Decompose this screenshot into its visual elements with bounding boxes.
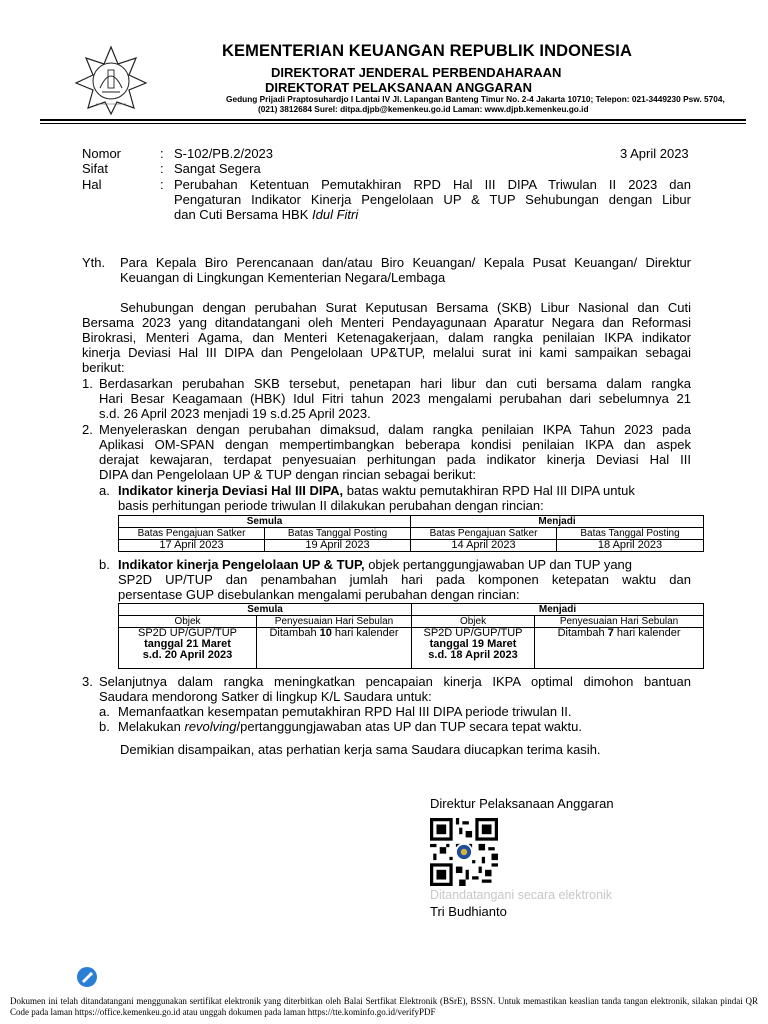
footer-disclaimer: Dokumen ini telah ditandatangani menggunakan sertifikat elektronik yang diterbitkan oleh Balai Sertfikat Elektronik (BSrE), BSSN. Untuk memastikan keaslian tanda tangan elektronik, silakan pindai QR Code pada laman https://office.kemenkeu.go.id atau unggah dokumen pada laman https://tte.kominfo.go.id/verifyPDF (10, 996, 758, 1017)
point-3-line-1: Selanjutnya dalam rangka meningkatkan pencapaian kinerja IKPA optimal dimohon bantuan (99, 674, 691, 689)
directorate-name: DIREKTORAT PELAKSANAAN ANGGARAN (265, 80, 532, 95)
addressee-label: Yth. (82, 255, 106, 270)
point-2-line-4: DIPA dan Pengelolaan UP & TUP dengan rincian sebagai berikut: (99, 467, 477, 482)
table-b-cell-menjadi-objek: SP2D UP/GUP/TUP tanggal 19 Maret s.d. 18 April 2023 (412, 628, 535, 669)
table-a-col-3: Batas Pengajuan Satker (411, 528, 557, 540)
intro-line-1: Sehubungan dengan perubahan Surat Keputusan Bersama (SKB) Libur Nasional dan Cuti (120, 300, 691, 315)
sub-b-line-2: SP2D UP/TUP dan penambahan jumlah hari pada komponen ketepatan waktu dan (118, 572, 691, 587)
sub-3a-text: Memanfaatkan kesempatan pemutakhiran RPD Hal III DIPA periode triwulan II. (118, 704, 572, 719)
point-3-number: 3. (82, 674, 93, 689)
header-rule-thin (40, 123, 746, 124)
hal-line-1: Perubahan Ketentuan Pemutakhiran RPD Hal III DIPA Triwulan II 2023 dan (174, 177, 691, 192)
table-b-header-semula: Semula (119, 604, 412, 616)
closing-sentence: Demikian disampaikan, atas perhatian kerja sama Saudara diucapkan terima kasih. (120, 742, 601, 757)
table-a-header-menjadi: Menjadi (411, 516, 704, 528)
addressee-line-1: Para Kepala Biro Perencanaan dan/atau Biro Keuangan/ Kepala Pusat Keuangan/ Direktur (120, 255, 691, 270)
sub-3a-label: a. (99, 704, 110, 719)
header-rule (40, 119, 746, 121)
table-b-header-menjadi: Menjadi (412, 604, 704, 616)
table-a-col-1: Batas Pengajuan Satker (119, 528, 265, 540)
table-b-cell-semula-adj: Ditambah 10 hari kalender (257, 628, 412, 669)
table-a-cell: 19 April 2023 (265, 540, 411, 552)
table-a-cell: 14 April 2023 (411, 540, 557, 552)
addressee-line-2: Keuangan di Lingkungan Kementerian Negara/Lembaga (120, 270, 446, 285)
table-a-header-semula: Semula (119, 516, 411, 528)
point-2-number: 2. (82, 422, 93, 437)
sub-b-label: b. (99, 557, 110, 572)
point-1-line-3: s.d. 26 April 2023 menjadi 19 s.d.25 April 2023. (99, 406, 371, 421)
directorate-general-name: DIREKTORAT JENDERAL PERBENDAHARAAN (271, 65, 562, 80)
hal-line-3: dan Cuti Bersama HBK Idul Fitri (174, 207, 359, 222)
intro-line-4: kinerja Deviasi Hal III DIPA dan Pengelolaan UP&TUP, melalui surat ini kami sampaikan sebagai (82, 345, 691, 360)
letter-date: 3 April 2023 (620, 146, 689, 161)
ministry-logo (72, 44, 150, 116)
point-1-line-2: Hari Besar Keagamaan (HBK) Idul Fitri tahun 2023 mengalami perubahan dari sebelumnya 21 (99, 391, 691, 406)
sub-a-line-1: Indikator kinerja Deviasi Hal III DIPA, batas waktu pemutakhiran RPD Hal III DIPA untuk (118, 483, 635, 498)
hal-line-2: Pengaturan Indikator Kinerja Pengelolaan UP & TUP Sehubungan dengan Libur (174, 192, 691, 207)
table-b-cell-semula-objek: SP2D UP/GUP/TUP tanggal 21 Maret s.d. 20 April 2023 (119, 628, 257, 669)
nomor-label: Nomor (82, 146, 122, 161)
point-3-line-2: Saudara mendorong Satker di lingkup K/L Saudara untuk: (99, 689, 432, 704)
table-a-cell: 18 April 2023 (557, 540, 704, 552)
colon: : (160, 161, 164, 176)
sifat-value: Sangat Segera (174, 161, 261, 176)
point-2-line-2: Aplikasi OM-SPAN dengan mempertimbangkan beberapa kondisi penilaian IKPA dan aspek (99, 437, 691, 452)
sub-a-label: a. (99, 483, 110, 498)
sub-3b-label: b. (99, 719, 110, 734)
point-2-line-1: Menyeleraskan dengan perubahan dimaksud, dalam rangka penilaian IKPA Tahun 2023 pada (99, 422, 691, 437)
nomor-value: S-102/PB.2/2023 (174, 146, 274, 161)
colon: : (160, 177, 164, 192)
table-b-col-3: Objek (412, 616, 535, 628)
address-line-1: Gedung Prijadi Praptosuhardjo I Lantai IV Jl. Lapangan Banteng Timur No. 2-4 Jakarta 10710; Telepon: 021-3449230 Psw. 5704, (226, 94, 725, 104)
sub-a-line-2: basis perhitungan periode triwulan II dilakukan perubahan dengan rincian: (118, 498, 544, 513)
sub-b-line-3: persentase GUP disebulankan mengalami perubahan dengan rincian: (118, 587, 520, 602)
table-a-cell: 17 April 2023 (119, 540, 265, 552)
sub-3b-text: Melakukan revolving/pertanggungjawaban atas UP dan TUP secara tepat waktu. (118, 719, 582, 734)
sifat-label: Sifat (82, 161, 109, 176)
table-b-col-2: Penyesuaian Hari Sebulan (257, 616, 412, 628)
sub-b-line-1: Indikator kinerja Pengelolaan UP & TUP, objek pertanggungjawaban UP dan TUP yang (118, 557, 633, 572)
address-line-2: (021) 3812684 Surel: ditpa.djpb@kemenkeu.go.id Laman: www.djpb.kemenkeu.go.id (258, 104, 589, 114)
ministry-name: KEMENTERIAN KEUANGAN REPUBLIK INDONESIA (222, 42, 633, 60)
point-1-number: 1. (82, 376, 93, 391)
colon: : (160, 146, 164, 161)
bsre-logo-icon (76, 966, 98, 988)
esign-note: Ditandatangani secara elektronik (430, 888, 613, 902)
qr-code (430, 818, 498, 886)
intro-line-3: Birokrasi, Menteri Agama, dan Menteri Ketenagakerjaan, dalam rangka penilaian IKPA indikator (82, 330, 691, 345)
table-b-col-1: Objek (119, 616, 257, 628)
table-a-col-2: Batas Tanggal Posting (265, 528, 411, 540)
point-2-line-3: derajat kewajaran, terdapat penyesuaian perhitungan pada indikator kinerja Deviasi Hal III (99, 452, 691, 467)
intro-line-5: berikut: (82, 360, 125, 375)
table-b-cell-menjadi-adj: Ditambah 7 hari kalender (535, 628, 704, 669)
signatory-name: Tri Budhianto (430, 904, 507, 919)
table-up-tup (118, 603, 704, 669)
table-b-col-4: Penyesuaian Hari Sebulan (535, 616, 704, 628)
signatory-title: Direktur Pelaksanaan Anggaran (430, 796, 614, 811)
hal-label: Hal (82, 177, 102, 192)
table-deviasi (118, 515, 704, 552)
table-a-col-4: Batas Tanggal Posting (557, 528, 704, 540)
intro-line-2: Bersama 2023 yang ditandatangani oleh Menteri Pendayagunaan Aparatur Negara dan Reformasi (82, 315, 691, 330)
point-1-line-1: Berdasarkan perubahan SKB tersebut, penetapan hari libur dan cuti bersama dalam rangka (99, 376, 691, 391)
